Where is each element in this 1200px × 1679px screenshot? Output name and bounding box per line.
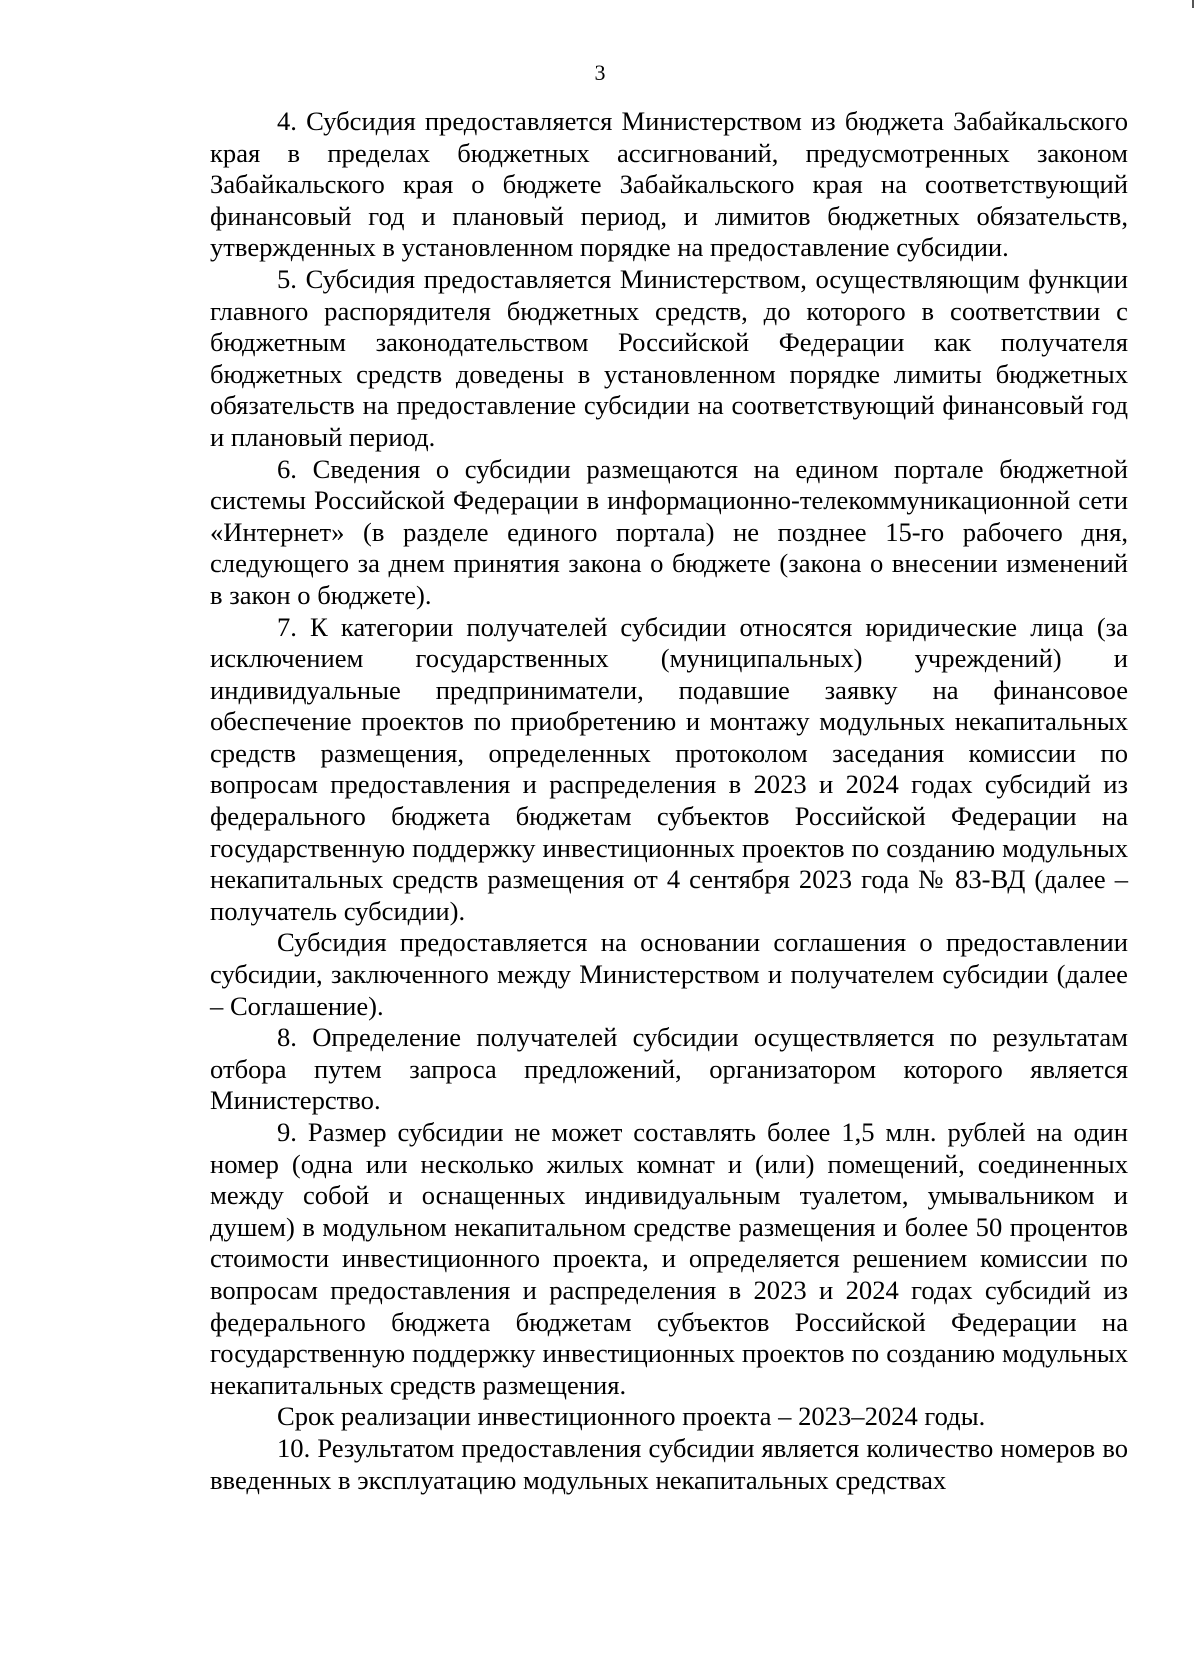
paragraph-9-term: Срок реализации инвестиционного проекта – 2023–2024 годы. <box>277 1401 986 1432</box>
scan-corner-mark <box>1192 0 1194 8</box>
paragraph-4: 4. Субсидия предоставляется Министерством из бюджета Забайкальского края в пределах бюджетных ассигнований, предусмотренных законом Забайкальского края о бюджете Забайкальского края на соответствующий финансовый год и плановый период, и лимитов бюджетных обязательств, утвержденных в установленном порядке на предоставление субсидии. <box>210 106 1128 263</box>
paragraph-9: 9. Размер субсидии не может составлять более 1,5 млн. рублей на один номер (одна или несколько жилых комнат и (или) помещений, соединенных между собой и оснащенных индивидуальным туалетом, умывальником и душем) в модульном некапитальном средстве размещения и более 50 процентов стоимости инвестиционного проекта, и определяется решением комиссии по вопросам предоставления и распределения в 2023 и 2024 годах субсидий из федерального бюджета бюджетам субъектов Российской Федерации на государственную поддержку инвестиционных проектов по созданию модульных некапитальных средств размещения. <box>210 1117 1128 1400</box>
paragraph-7: 7. К категории получателей субсидии относятся юридические лица (за исключением государственных (муниципальных) учреждений) и индивидуальные предприниматели, подавшие заявку на финансовое обеспечение проектов по приобретению и монтажу модульных некапитальных средств размещения, определенных протоколом заседания комиссии по вопросам предоставления и распределения в 2023 и 2024 годах субсидий из федерального бюджета бюджетам субъектов Российской Федерации на государственную поддержку инвестиционных проектов по созданию модульных некапитальных средств размещения от 4 сентября 2023 года № 83-ВД (далее – получатель субсидии). <box>210 611 1128 926</box>
paragraph-8: 8. Определение получателей субсидии осуществляется по результатам отбора путем запроса предложений, организатором которого является Министерство. <box>210 1022 1128 1116</box>
paragraph-6: 6. Сведения о субсидии размещаются на едином портале бюджетной системы Российской Федерации в информационно-телекоммуникационной сети «Интернет» (в разделе единого портала) не позднее 15-го рабочего дня, следующего за днем принятия закона о бюджете (закона о внесении изменений в закон о бюджете). <box>210 453 1128 610</box>
paragraph-7-agreement: Субсидия предоставляется на основании соглашения о предоставлении субсидии, заключенного между Министерством и получателем субсидии (далее – Соглашение). <box>210 927 1128 1021</box>
page-number: 3 <box>594 60 606 85</box>
paragraph-5: 5. Субсидия предоставляется Министерством, осуществляющим функции главного распорядителя бюджетных средств, до которого в соответствии с бюджетным законодательством Российской Федерации как получателя бюджетных средств доведены в установленном порядке лимиты бюджетных обязательств на предоставление субсидии на соответствующий финансовый год и плановый период. <box>210 263 1128 452</box>
paragraph-10: 10. Результатом предоставления субсидии является количество номеров во введенных в эксплуатацию модульных некапитальных средствах <box>210 1432 1128 1495</box>
document-body <box>210 106 1128 1496</box>
